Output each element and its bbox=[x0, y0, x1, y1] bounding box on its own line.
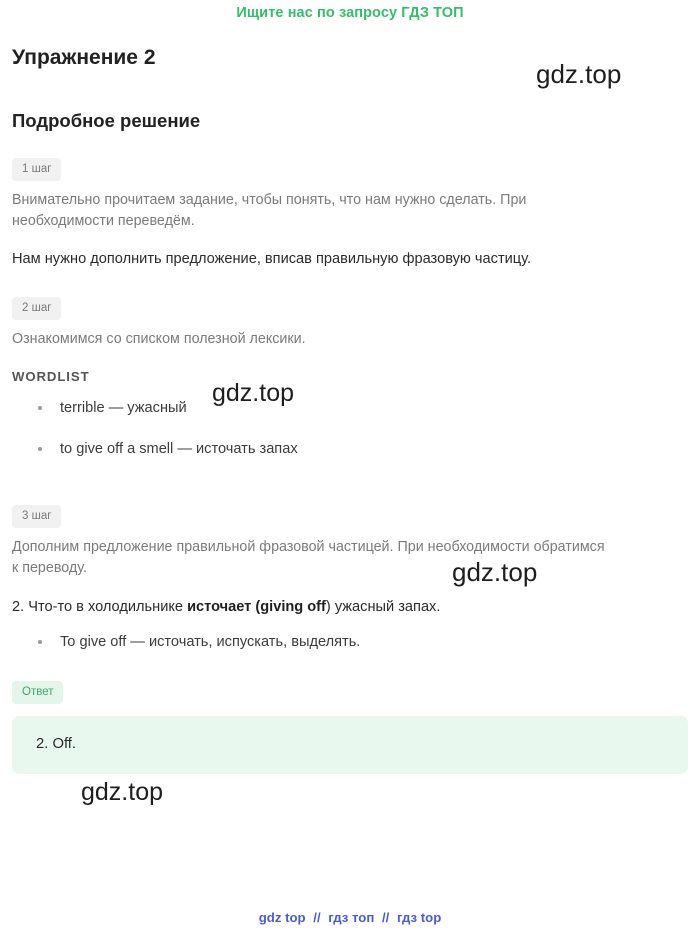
sentence-suffix: ужасный запах. bbox=[330, 598, 441, 615]
list-item: to give off a smell — источать запах bbox=[12, 439, 688, 459]
sentence-prefix: 2. Что-то в холодильнике bbox=[12, 598, 188, 615]
step-3-instruction: Дополним предложение правильной фразовой частицей. При необходимости обратимся к переводу. bbox=[12, 539, 605, 577]
footer-link-1[interactable]: gdz top bbox=[258, 910, 306, 925]
step-2-instruction: Ознакомимся со списком полезной лексики. bbox=[12, 331, 306, 348]
answer-box: 2. Off. bbox=[12, 716, 688, 774]
sentence-mid: ) bbox=[325, 598, 331, 615]
watermark: gdz.top bbox=[81, 778, 164, 806]
footer-separator: // bbox=[382, 910, 390, 925]
step-1-task: Нам нужно дополнить предложение, вписав правильную фразовую частицу. bbox=[12, 251, 532, 268]
watermark: gdz.top bbox=[452, 557, 538, 587]
wordlist-heading: WORDLIST bbox=[12, 369, 90, 385]
footer-links bbox=[0, 910, 700, 925]
solution-heading: Подробное решение bbox=[12, 110, 201, 131]
footer-link-2[interactable]: гдз топ bbox=[328, 910, 375, 925]
step-3-notes bbox=[12, 632, 688, 652]
footer-separator: // bbox=[313, 910, 321, 925]
watermark: gdz.top bbox=[212, 379, 295, 407]
step-1-instruction: Внимательно прочитаем задание, чтобы понять, что нам нужно сделать. При необходимости переведём. bbox=[12, 192, 527, 230]
page-title: Упражнение 2 bbox=[12, 46, 156, 69]
step-badge-1: 1 шаг bbox=[12, 158, 61, 181]
answer-badge: Ответ bbox=[12, 681, 63, 704]
sentence-answer: источает (giving off bbox=[187, 598, 326, 615]
footer-link-3[interactable]: гдз top bbox=[397, 910, 442, 925]
promo-banner: Ищите нас по запросу ГДЗ ТОП bbox=[236, 5, 464, 21]
watermark: gdz.top bbox=[536, 59, 622, 89]
step-3-sentence bbox=[12, 597, 682, 619]
list-item: terrible — ужасный bbox=[12, 398, 688, 418]
step-badge-3: 3 шаг bbox=[12, 505, 61, 528]
list-item: To give off — источать, испускать, выделять. bbox=[12, 632, 688, 652]
wordlist bbox=[12, 398, 688, 459]
step-badge-2: 2 шаг bbox=[12, 297, 61, 320]
